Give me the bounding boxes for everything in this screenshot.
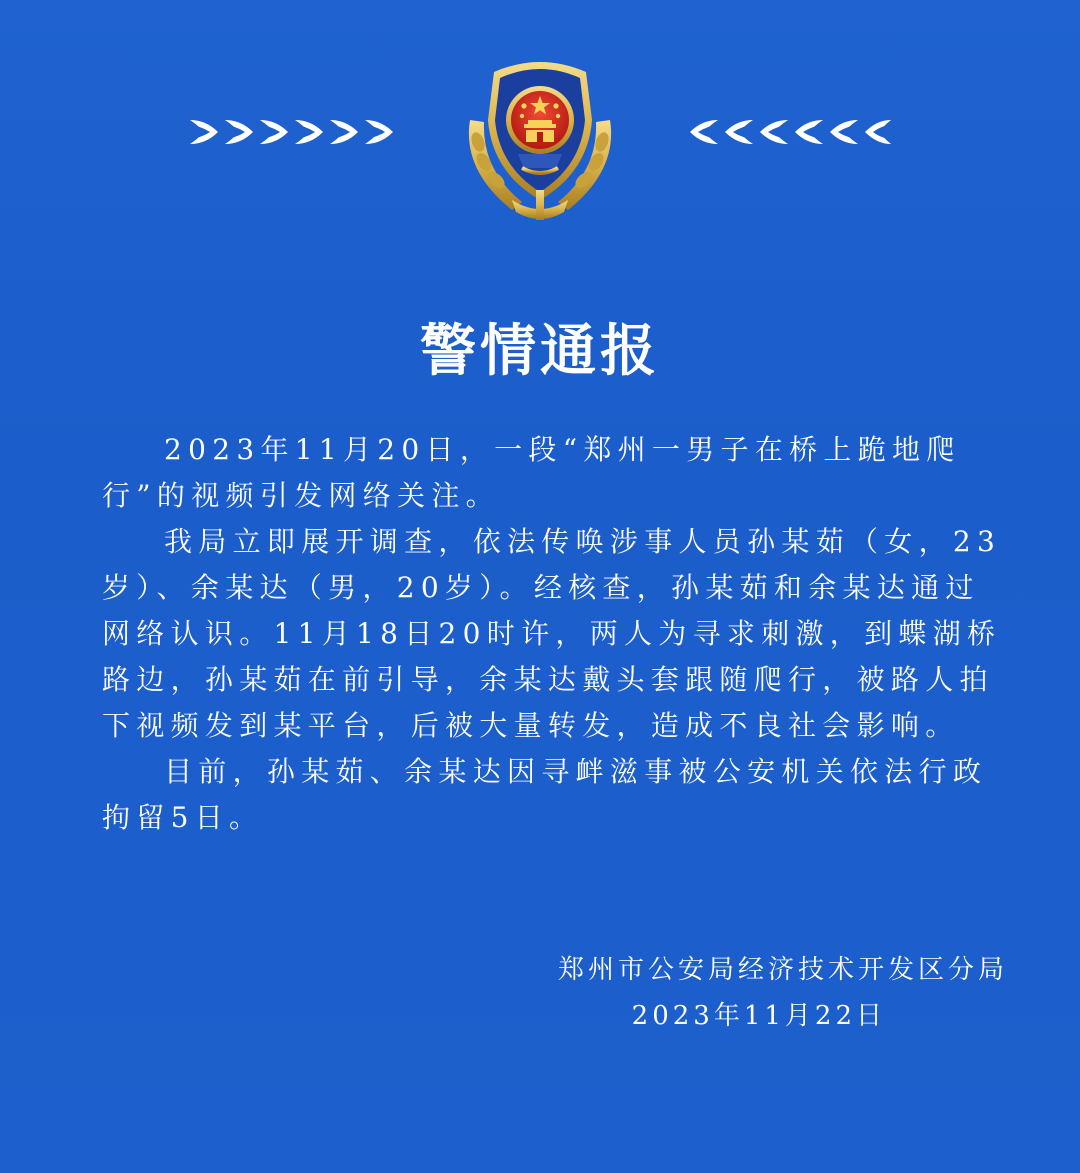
notice-paragraph: 2023年11月20日，一段“郑州一男子在桥上跪地爬行”的视频引发网络关注。 [102,433,961,512]
wing-chevrons-right-icon [188,116,398,148]
police-emblem-icon [452,50,628,226]
notice-body [102,427,1012,841]
notice-paragraph: 我局立即展开调查，依法传唤涉事人员孙某茹（女，23岁）、余某达（男，20岁）。经核查，孙某茹和余某达通过网络认识。11月18日20时许，两人为寻求刺激，到蝶湖桥路边，孙某茹在前引导，余某达戴头套跟随爬行，被路人拍下视频发到某平台，后被大量转发，造成不良社会影响。 [102,525,1002,742]
wing-chevrons-left-icon [688,116,893,148]
notice-signature [558,947,1008,1039]
notice-title: 警情通报 [420,318,660,384]
issue-date: 2023年11月22日 [631,1001,886,1031]
notice-paragraph: 目前，孙某茹、余某达因寻衅滋事被公安机关依法行政拘留5日。 [102,755,988,834]
issuing-organization: 郑州市公安局经济技术开发区分局 [557,955,1008,985]
